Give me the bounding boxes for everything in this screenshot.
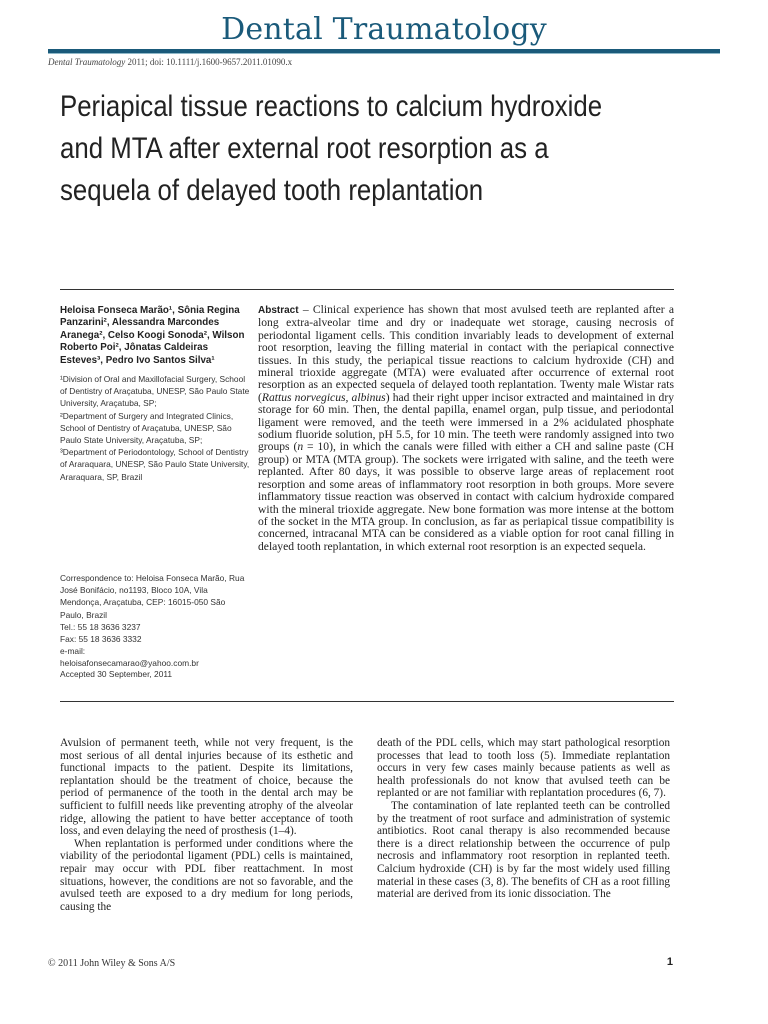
body-column-left xyxy=(60,737,353,913)
correspondence-email[interactable]: heloisafonsecamarao@yahoo.com.br xyxy=(60,658,199,669)
abstract-text: – Clinical experience has shown that most avulsed teeth are replanted after a long extra-alveolar time and dry or inadequate wet storage, causing necrosis of periodontal ligament cells. This condition invariably leads to development of external root resorption, leaving the filling material in contact with the periapical connective tissues. In this study, the periapical tissue reactions to calcium hydroxide (CH) and mineral trioxide aggregate (MTA) were evaluated after occurrence of external root resorption as an expected sequela of delayed tooth replantation. Twenty male Wistar rats ( xyxy=(258,303,674,404)
accepted-date: Accepted 30 September, 2011 xyxy=(60,669,173,679)
article-title: Periapical tissue reactions to calcium hydroxide and MTA after external root resorption as a sequela of delayed tooth replantation xyxy=(60,90,603,207)
correspondence-address: Correspondence to: Heloisa Fonseca Marão, Rua José Bonifácio, no1193, Bloco 10A, Vila Mendonça, Araçatuba, CEP: 16015-050 São Paulo, Brazil xyxy=(60,573,245,620)
body-paragraph: death of the PDL cells, which may start pathological resorption processes that lead to tooth loss (5). Immediate replantation occurs in very few cases mainly because patients as well as health professionals do not know that avulsed teeth can be replanted or are not familiar with replantation procedures (6, 7). xyxy=(377,737,670,800)
abstract-text: ) had their right upper incisor extracted and maintained in dry storage for 60 min. Then, the dental papilla, enamel organ, pulp tissue, and periodontal ligament were removed, and the teeth were immersed in a 2% acidulated phosphate sodium fluoride solution, pH 5.5, for 10 min. The teeth were randomly assigned into two groups ( xyxy=(258,390,674,454)
correspondence-fax: Fax: 55 18 3636 3332 xyxy=(60,634,142,645)
correspondence-block xyxy=(60,572,250,670)
abstract-species: Rattus norvegicus, albinus xyxy=(261,390,386,404)
affiliation: ³Department of Periodontology, School of Dentistry of Araraquara, UNESP, São Paulo State University, Araraquara, SP, Brazil xyxy=(60,447,250,482)
citation-journal: Dental Traumatology xyxy=(48,57,126,67)
authors: Heloisa Fonseca Marão¹, Sônia Regina Panzarini², Alessandra Marcondes Aranega², Celso Koogi Sonoda², Wilson Roberto Poi², Jônatas Caldeiras Esteves³, Pedro Ivo Santos Silva¹ xyxy=(60,305,245,366)
page-number: 1 xyxy=(666,956,673,968)
affiliation: ²Department of Surgery and Integrated Clinics, School of Dentistry of Araçatuba, UNESP, São Paulo State University, Araçatuba, SP; xyxy=(60,410,234,446)
body-column-right xyxy=(377,737,670,901)
divider-top xyxy=(60,289,674,290)
body-paragraph: Avulsion of permanent teeth, while not very frequent, is the most serious of all dental injuries because of its esthetic and functional impacts to the patient. Despite its limitations, replantation should be the treatment of choice, because the period of permanence of the tooth in the dental arch may be sufficient to fulfill needs like preventing atrophy of the alveolar ridge, allowing the patient to have better acceptance of tooth loss, and even delaying the need of prosthesis (1–4). xyxy=(60,737,353,838)
abstract xyxy=(258,304,674,553)
citation-line xyxy=(48,57,292,67)
correspondence-tel: Tel.: 55 18 3636 3237 xyxy=(60,621,141,632)
abstract-text: = 10), in which the canals were filled with either a CH and saline paste (CH group) or MTA (MTA group). The sockets were irrigated with saline, and the teeth were replanted. After 80 days, it was possible to observe large areas of replacement root resorption and some areas of inflammatory root resorption in both groups. More severe inflammatory tissue reaction was observed in contact with calcium hydroxide compared with the mineral trioxide aggregate. New bone formation was more intense at the bottom of the socket in the MTA group. In conclusion, as far as periapical tissue compatibility is concerned, intracanal MTA can be considered as a viable option for root canal filling in delayed tooth replantation, in which external root resorption is an expected sequela. xyxy=(258,440,674,553)
author-block xyxy=(60,305,250,483)
citation-doi: 2011; doi: 10.1111/j.1600-9657.2011.01090.x xyxy=(125,57,293,67)
affiliation: ¹Division of Oral and Maxillofacial Surgery, School of Dentistry of Araçatuba, UNESP, São Paulo State University, Araçatuba, SP; xyxy=(60,374,250,409)
divider-bottom xyxy=(60,701,674,702)
abstract-n-variable: n xyxy=(297,440,304,454)
body-paragraph: When replantation is performed under conditions where the viability of the periodontal ligament (PDL) cells is maintained, repair may occur with PDL fiber reattachment. In most situations, however, the conditions are not so favorable, and the avulsed teeth are exposed to a dry medium for long periods, causing the xyxy=(60,837,353,913)
journal-name: Dental Traumatology xyxy=(221,12,547,47)
header-rule-thin xyxy=(48,53,720,54)
copyright: © 2011 John Wiley & Sons A/S xyxy=(48,958,176,969)
body-paragraph: The contamination of late replanted teeth can be controlled by the treatment of root surface and administration of systemic antibiotics. Root canal therapy is also recommended because there is a direct relationship between the occurrence of pulp necrosis and inflammatory root resorption in replanted teeth. Calcium hydroxide (CH) is by far the most widely used filling material in these cases (3, 8). The benefits of CH as a root filling material are derived from its ionic dissociation. The xyxy=(377,799,670,901)
affiliations xyxy=(60,373,250,483)
abstract-label: Abstract xyxy=(258,305,299,316)
correspondence-email-label: e-mail: xyxy=(60,646,86,657)
